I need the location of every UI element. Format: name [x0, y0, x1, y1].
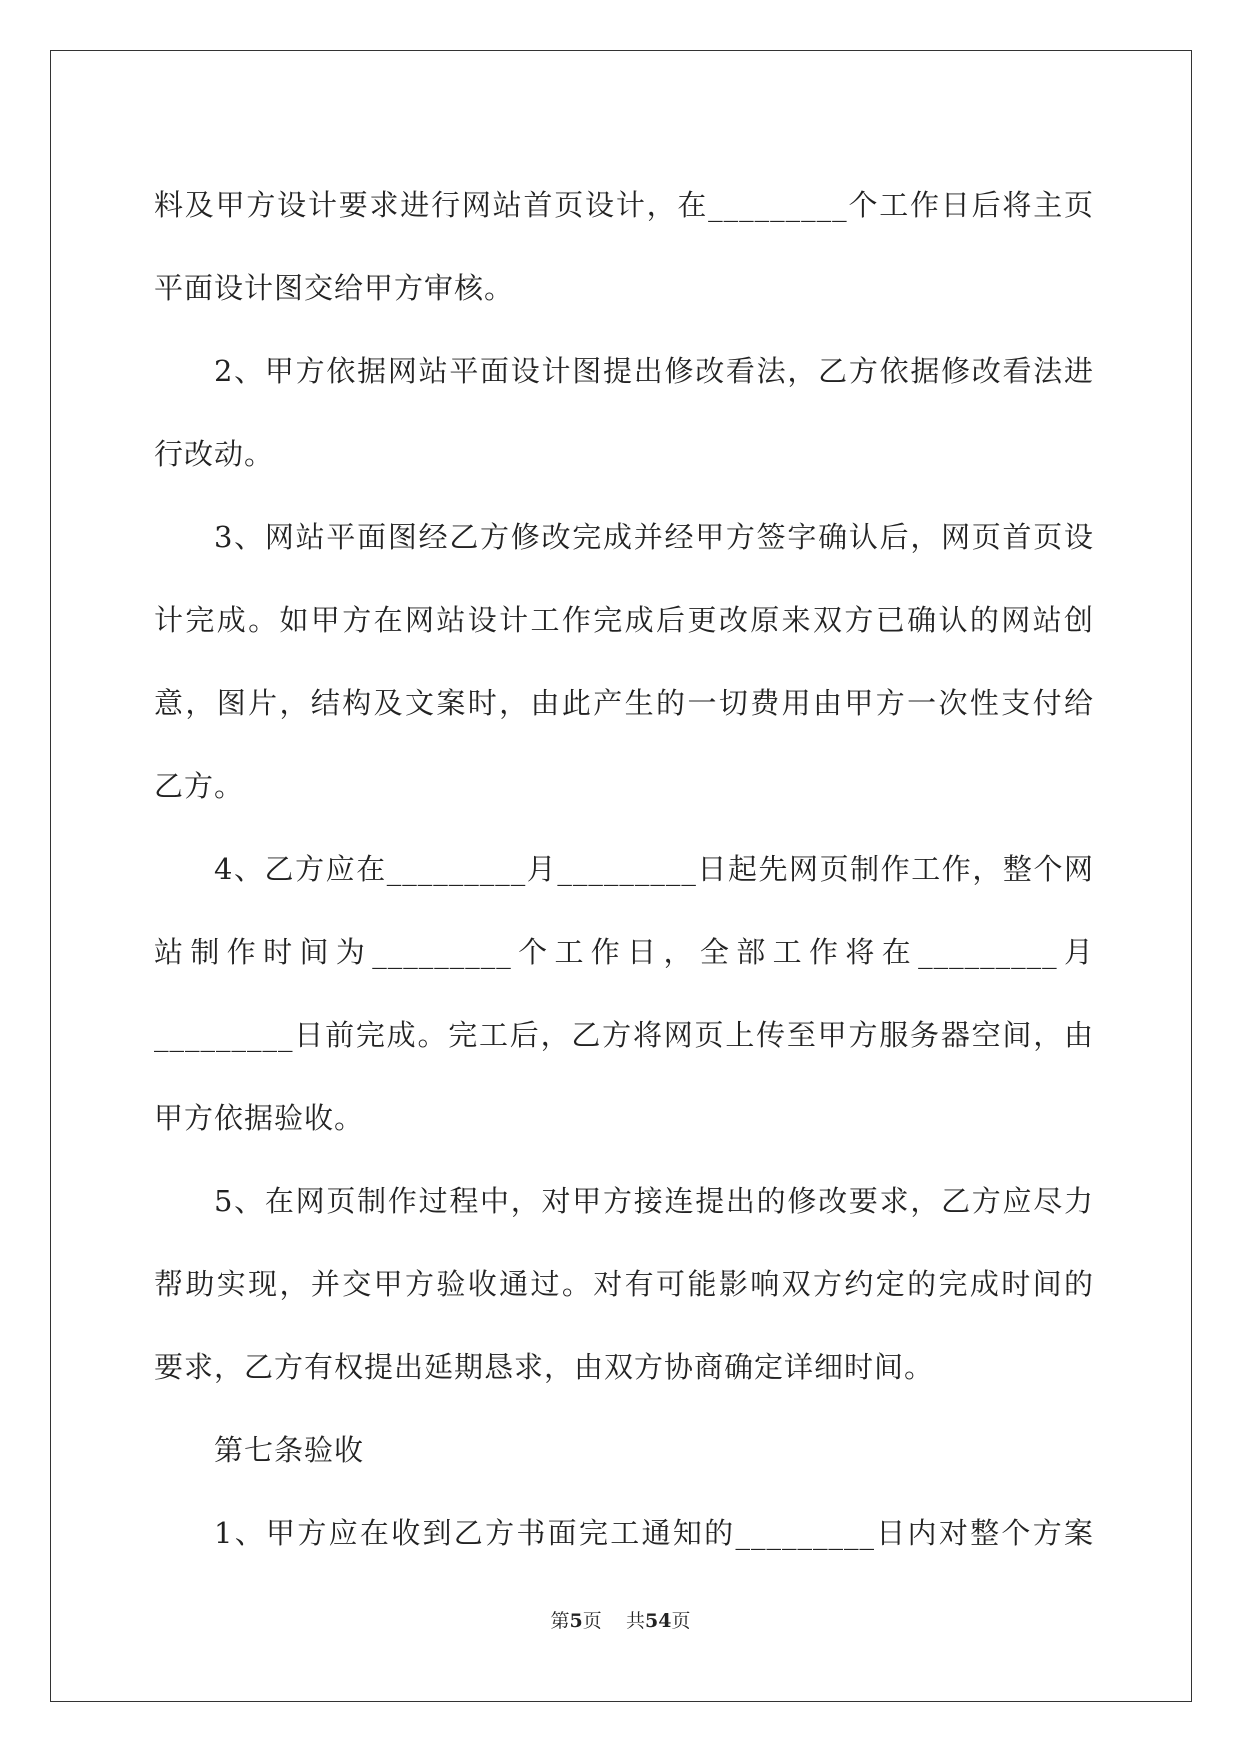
- text-line-14: 帮助实现，并交甲方验收通过。对有可能影响双方约定的完成时间的: [154, 1267, 1094, 1301]
- footer-total-prefix: 共: [625, 1610, 645, 1632]
- text-line-5: 3、网站平面图经乙方修改完成并经甲方签字确认后，网页首页设: [214, 520, 1094, 554]
- text-line-13: 5、在网页制作过程中，对甲方接连提出的修改要求，乙方应尽力: [214, 1184, 1094, 1218]
- text-line-12: 甲方依据验收。: [154, 1101, 365, 1135]
- section-heading: 第七条验收: [214, 1433, 365, 1467]
- footer-total-suffix: 页: [671, 1610, 691, 1632]
- text-line-4: 行改动。: [154, 437, 275, 471]
- footer-page-suffix: 页: [582, 1610, 602, 1632]
- page-number: 5: [569, 1610, 583, 1632]
- footer-prefix: 第: [550, 1610, 570, 1632]
- text-line-2: 平面设计图交给甲方审核。: [154, 271, 515, 305]
- text-line-17: 1、甲方应在收到乙方书面完工通知的_________日内对整个方案: [214, 1516, 1094, 1550]
- text-line-3: 2、甲方依据网站平面设计图提出修改看法，乙方依据修改看法进: [214, 354, 1094, 388]
- text-line-11: _________日前完成。完工后，乙方将网页上传至甲方服务器空间，由: [154, 1018, 1094, 1052]
- text-line-9: 4、乙方应在_________月_________日起先网页制作工作，整个网: [214, 852, 1094, 886]
- text-line-7: 意，图片，结构及文案时，由此产生的一切费用由甲方一次性支付给: [154, 686, 1094, 720]
- text-line-6: 计完成。如甲方在网站设计工作完成后更改原来双方已确认的网站创: [154, 603, 1094, 637]
- page-footer: [0, 1606, 1241, 1633]
- text-line-10: 站制作时间为_________个工作日，全部工作将在_________月: [154, 935, 1094, 969]
- text-line-1: 料及甲方设计要求进行网站首页设计，在_________个工作日后将主页: [154, 188, 1094, 222]
- total-pages: 54: [644, 1610, 672, 1632]
- text-line-15: 要求，乙方有权提出延期恳求，由双方协商确定详细时间。: [154, 1350, 935, 1384]
- document-body: [154, 164, 1094, 1575]
- text-line-8: 乙方。: [154, 769, 245, 803]
